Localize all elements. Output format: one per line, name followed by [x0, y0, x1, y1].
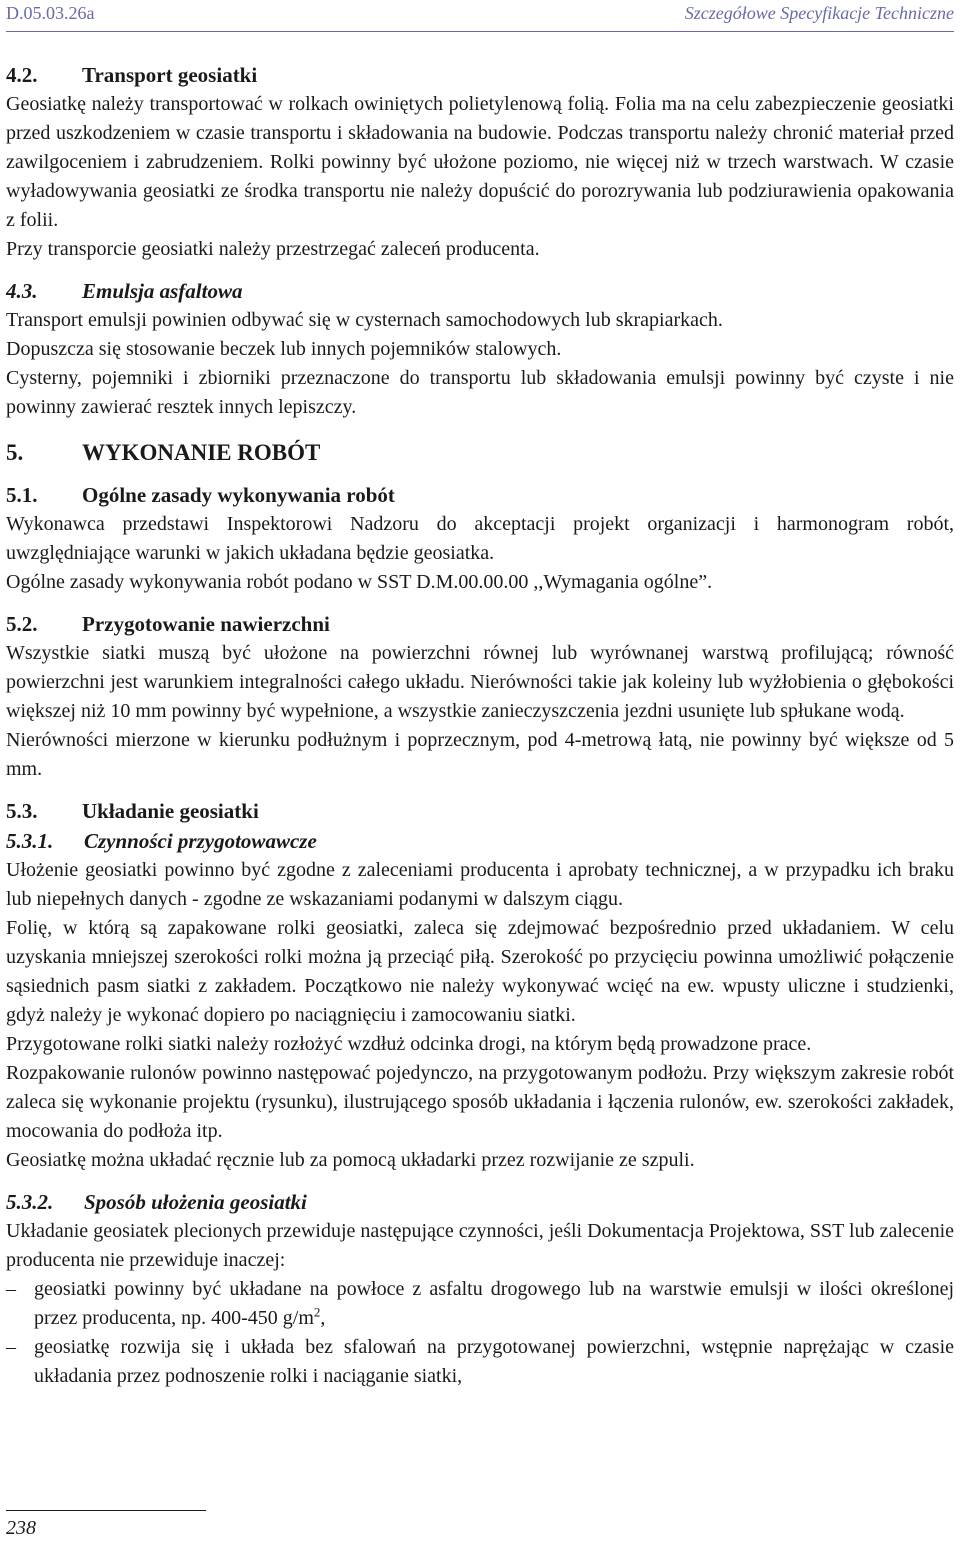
list-item	[6, 1275, 954, 1333]
section-5-heading	[6, 438, 954, 468]
section-number: 5.3.	[6, 799, 38, 823]
section-number: 5.3.1.	[6, 829, 54, 853]
paragraph: Geosiatkę należy transportować w rolkach owiniętych polietylenową folią. Folia ma na celu zabezpieczenie geosiatki przed uszkodzeniem w czasie transportu i składowania na budowie. Podczas transportu należy chronić materiał przed zawilgoceniem i zabrudzeniem. Rolki powinny być ułożone poziomo, nie więcej niż w trzech warstwach. W czasie wyładowywania geosiatki ze środka transportu nie należy dopuścić do porozrywania lub podziurawienia opakowania z folii.	[6, 93, 954, 231]
paragraph: Geosiatkę można układać ręcznie lub za pomocą układarki przez rozwijanie ze szpuli.	[6, 1149, 695, 1171]
dash-bullet: –	[6, 1336, 16, 1358]
section-number: 5.1.	[6, 483, 38, 507]
paragraph: Układanie geosiatek plecionych przewiduje następujące czynności, jeśli Dokumentacja Projektowa, SST lub zalecenie producenta nie przewiduje inaczej:	[6, 1220, 954, 1271]
section-5-3-1-heading	[6, 826, 954, 856]
section-number: 5.2.	[6, 612, 38, 636]
section-5-3-2-heading	[6, 1187, 954, 1217]
section-number: 5.3.2.	[6, 1190, 54, 1214]
paragraph: Folię, w którą są zapakowane rolki geosiatki, zaleca się zdejmować bezpośrednio przed układaniem. W celu uzyskania mniejszej szerokości rolki można ją przeciąć piłą. Szerokość po przycięciu powinna umożliwić połączenie sąsiednich pasm siatki z zakładem. Początkowo nie należy wykonywać wcięć na ew. wpusty uliczne i studzienki, gdyż należy je wykonać dopiero po naciągnięciu i zamocowaniu siatki.	[6, 917, 954, 1026]
section-4-2-heading	[6, 60, 954, 90]
dash-bullet: –	[6, 1278, 16, 1300]
section-5-1-heading	[6, 480, 954, 510]
list-item-text: geosiatki powinny być układane na powłoce z asfaltu drogowego lub na warstwie emulsji w ilości określonej przez producenta, np. 400-450 g/m	[34, 1278, 954, 1329]
list-item	[6, 1333, 954, 1391]
paragraph: Przygotowane rolki siatki należy rozłożyć wzdłuż odcinka drogi, na którym będą prowadzone prace.	[6, 1033, 812, 1055]
paragraph: Cysterny, pojemniki i zbiorniki przeznaczone do transportu lub składowania emulsji powinny być czyste i nie powinny zawierać resztek innych lepiszczy.	[6, 367, 954, 418]
page-number: 238	[6, 1517, 36, 1539]
list-item-text: geosiatkę rozwija się i układa bez sfalowań na przygotowanej powierzchni, wstępnie naprężając w czasie układania przez podnoszenie rolki i naciąganie siatki,	[34, 1336, 954, 1387]
page-header	[6, 0, 954, 34]
section-5-2-heading	[6, 609, 954, 639]
paragraph: Rozpakowanie rulonów powinno następować pojedynczo, na przygotowanym podłożu. Przy większym zakresie robót zaleca się wykonanie projektu (rysunku), ilustrującego sposób układania i łączenia rulonów, ew. szerokości zakładek, mocowania do podłoża itp.	[6, 1062, 954, 1142]
page-content	[6, 60, 954, 1391]
section-number: 5.	[6, 440, 24, 465]
section-number: 4.2.	[6, 63, 38, 87]
paragraph: Przy transporcie geosiatki należy przestrzegać zaleceń producenta.	[6, 238, 540, 260]
header-rule	[6, 31, 954, 32]
section-title: Transport geosiatki	[82, 63, 258, 87]
section-title: Układanie geosiatki	[82, 799, 259, 823]
section-4-3-heading	[6, 276, 954, 306]
paragraph: Transport emulsji powinien odbywać się w cysternach samochodowych lub skrapiarkach.	[6, 309, 723, 331]
section-title: Czynności przygotowawcze	[84, 829, 317, 853]
paragraph: Nierówności mierzone w kierunku podłużnym i poprzecznym, pod 4-metrową łatą, nie powinny być większe od 5 mm.	[6, 729, 954, 780]
section-title: Emulsja asfaltowa	[82, 279, 243, 303]
section-title: WYKONANIE ROBÓT	[82, 440, 321, 465]
paragraph: Wykonawca przedstawi Inspektorowi Nadzoru do akceptacji projekt organizacji i harmonogram robót, uwzględniające warunki w jakich układana będzie geosiatka.	[6, 513, 954, 564]
list-item-end: ,	[320, 1307, 326, 1329]
dash-list	[6, 1275, 954, 1391]
section-number: 4.3.	[6, 279, 38, 303]
section-title: Ogólne zasady wykonywania robót	[82, 483, 395, 507]
section-title: Sposób ułożenia geosiatki	[84, 1190, 307, 1214]
section-5-3-heading	[6, 796, 954, 826]
footer-rule	[6, 1510, 206, 1511]
page-footer	[6, 1510, 954, 1540]
paragraph: Wszystkie siatki muszą być ułożone na powierzchni równej lub wyrównanej warstwą profilującą; równość powierzchni jest warunkiem integralności całego układu. Nierówności takie jak koleiny lub wyżłobienia o głębokości większej niż 10 mm powinny być wypełnione, a wszystkie zanieczyszczenia jezdni usunięte lub spłukane wodą.	[6, 642, 954, 722]
paragraph: Ogólne zasady wykonywania robót podano w SST D.M.00.00.00 ,,Wymagania ogólne”.	[6, 571, 713, 593]
spec-code: D.05.03.26a	[6, 3, 95, 23]
paragraph: Ułożenie geosiatki powinno być zgodne z zaleceniami producenta i aprobaty technicznej, a w przypadku ich braku lub niepełnych danych - zgodne ze wskazaniami podanymi w dalszym ciągu.	[6, 859, 954, 910]
section-title: Przygotowanie nawierzchni	[82, 612, 330, 636]
superscript: 2	[313, 1304, 321, 1320]
header-title: Szczegółowe Specyfikacje Techniczne	[684, 3, 954, 23]
paragraph: Dopuszcza się stosowanie beczek lub innych pojemników stalowych.	[6, 338, 562, 360]
